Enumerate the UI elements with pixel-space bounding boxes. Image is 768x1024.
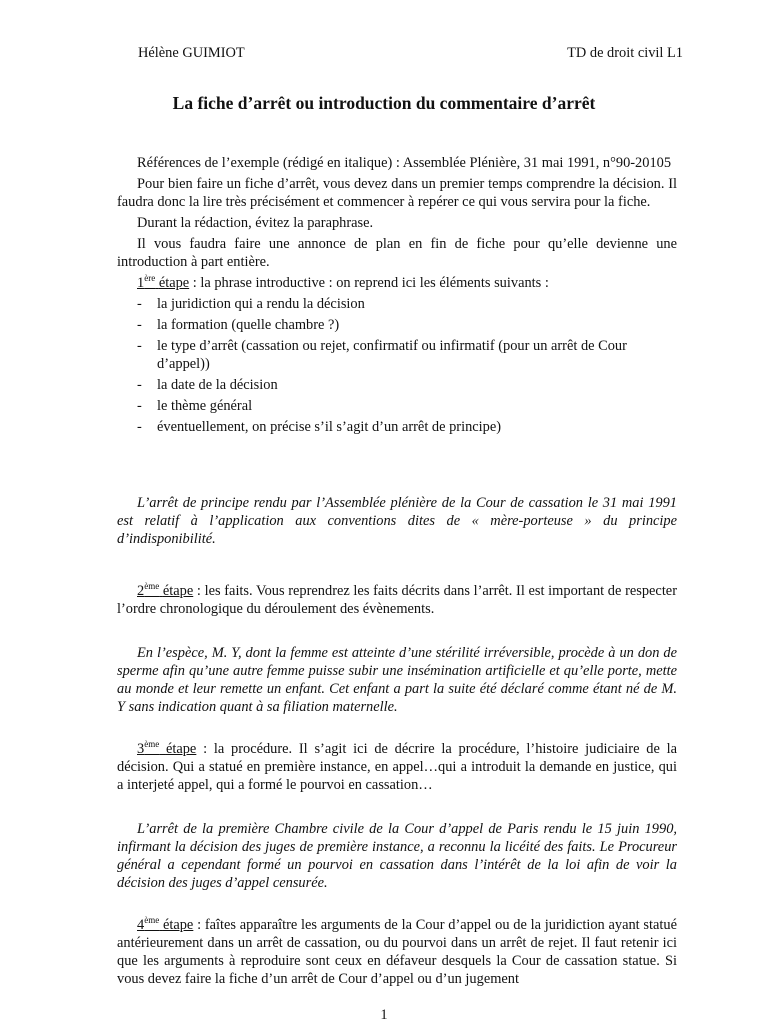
list-item: - la date de la décision — [117, 376, 677, 394]
step3-label: 3ème étape — [137, 739, 197, 757]
list-item: - le thème général — [117, 397, 677, 415]
document-title: La fiche d’arrêt ou introduction du commentaire d’arrêt — [172, 93, 596, 113]
list-item: - la juridiction qui a rendu la décision — [117, 295, 677, 313]
step3-example: L’arrêt de la première Chambre civile de la Cour d’appel de Paris rendu le 15 juin 1990, infirmant la décision des juges de première instance, a reconnu la licéité des faits. Le Procureur général a cependant formé un pourvoi en cassation dans l’intérêt de la loi afin de voir la décision des juges d’appel censurée. — [117, 821, 677, 891]
list-item: - le type d’arrêt (cassation ou rejet, confirmatif ou infirmatif (pour un arrêt de Cour d’appel)) — [117, 337, 677, 373]
list-item: - la formation (quelle chambre ?) — [117, 316, 677, 334]
intro-paragraph-1: Pour bien faire un fiche d’arrêt, vous devez dans un premier temps comprendre la décision. Il faudra donc la lire très précisément et commencer à repérer ce qui vous servira pour la fiche. — [117, 176, 677, 210]
step1-example: L’arrêt de principe rendu par l’Assemblée plénière de la Cour de cassation le 31 mai 1991 est relatif à l’application aux conventions dites de « mère-porteuse » du principe d’indisponibilité. — [117, 495, 677, 547]
header-course: TD de droit civil L1 — [567, 45, 683, 61]
page-number: 1 — [380, 1007, 388, 1023]
references-line: Références de l’exemple (rédigé en italique) : Assemblée Plénière, 31 mai 1991, n°90-20105 — [137, 155, 672, 171]
intro-paragraph-2: Durant la rédaction, évitez la paraphrase. — [137, 215, 374, 231]
list-item: - éventuellement, on précise s’il s’agit d’un arrêt de principe) — [117, 418, 677, 436]
intro-block — [117, 154, 677, 439]
step3-heading: 3ème étape : la procédure. Il s’agit ici de décrire la procédure, l’histoire judiciaire de la décision. Qui a statué en première instance, en appel…qui a introduit la demande en justice, qui a interjeté appel, qui a formé le pourvoi en cassation… — [117, 739, 677, 793]
step4-label: 4ème étape — [137, 915, 194, 933]
step1-heading: 1ère étape : la phrase introductive : on reprend ici les éléments suivants : — [137, 273, 549, 291]
header-author: Hélène GUIMIOT — [138, 45, 245, 61]
step3-block — [117, 740, 677, 794]
step4-block — [117, 916, 677, 988]
step2-heading: 2ème étape : les faits. Vous reprendrez les faits décrits dans l’arrêt. Il est important de respecter l’ordre chronologique du déroulement des évènements. — [117, 581, 677, 617]
step1-label: 1ère étape — [137, 273, 190, 291]
step1-list — [117, 295, 677, 436]
step2-example: En l’espèce, M. Y, dont la femme est atteinte d’une stérilité irréversible, procède à un don de sperme afin qu’une autre femme puisse subir une insémination artificielle et qu’elle porte, mette au monde et leur remette un enfant. Cet enfant a part la suite été déclaré comme étant né de M. Y sans indication quant à sa filiation maternelle. — [117, 645, 677, 715]
step2-block — [117, 582, 677, 618]
step4-heading: 4ème étape : faîtes apparaître les arguments de la Cour d’appel ou de la juridiction ayant statué antérieurement dans un arrêt de cassation, ou du pourvoi dans un arrêt de rejet. Il faut retenir ici que les arguments à reproduire sont ceux en défaveur desquels la Cour de cassation statue. Si vous devez faire la fiche d’un arrêt de Cour d’appel ou d’un jugement — [117, 915, 677, 987]
step2-label: 2ème étape — [137, 581, 194, 599]
intro-paragraph-3: Il vous faudra faire une annonce de plan en fin de fiche pour qu’elle devienne une introduction à part entière. — [117, 236, 677, 270]
